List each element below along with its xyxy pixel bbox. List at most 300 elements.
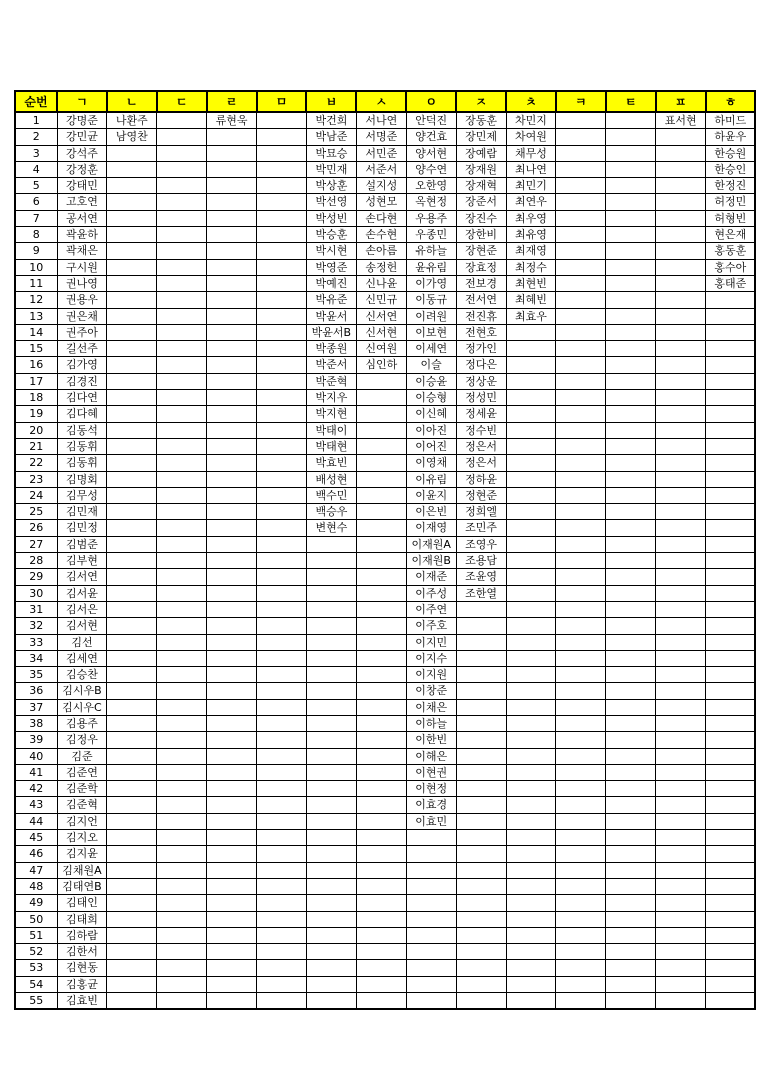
name-cell: 박유준 — [306, 292, 356, 308]
name-cell — [606, 161, 656, 177]
name-cell — [606, 862, 656, 878]
name-cell: 한승인 — [706, 161, 756, 177]
name-cell — [107, 194, 157, 210]
name-cell — [556, 455, 606, 471]
name-cell: 정성민 — [456, 390, 506, 406]
column-header-consonant: ㅂ — [306, 91, 356, 112]
name-cell — [606, 178, 656, 194]
name-cell — [656, 390, 706, 406]
row-number-cell: 35 — [15, 667, 57, 683]
roster-table — [14, 90, 756, 1010]
name-cell — [306, 895, 356, 911]
name-cell: 강정훈 — [57, 161, 107, 177]
name-cell — [606, 944, 656, 960]
name-cell — [456, 683, 506, 699]
name-cell: 공서연 — [57, 210, 107, 226]
name-cell — [157, 830, 207, 846]
name-cell — [606, 390, 656, 406]
name-cell — [656, 341, 706, 357]
name-cell — [207, 634, 257, 650]
column-header-consonant: ㅇ — [406, 91, 456, 112]
name-cell — [356, 504, 406, 520]
name-cell — [606, 683, 656, 699]
name-cell — [107, 960, 157, 976]
column-header-consonant: ㄴ — [107, 91, 157, 112]
name-cell — [306, 944, 356, 960]
name-cell — [456, 618, 506, 634]
table-row — [15, 324, 755, 340]
name-cell — [157, 960, 207, 976]
table-row — [15, 569, 755, 585]
name-cell — [606, 764, 656, 780]
row-number-cell: 4 — [15, 161, 57, 177]
name-cell: 김태희 — [57, 911, 107, 927]
row-number-cell: 7 — [15, 210, 57, 226]
name-cell — [306, 601, 356, 617]
name-cell: 이지민 — [406, 634, 456, 650]
table-row — [15, 178, 755, 194]
name-cell — [107, 927, 157, 943]
name-cell: 최효우 — [506, 308, 556, 324]
name-cell — [157, 781, 207, 797]
name-cell — [157, 504, 207, 520]
name-cell — [157, 650, 207, 666]
name-cell — [306, 748, 356, 764]
name-cell — [706, 341, 756, 357]
name-cell — [556, 406, 606, 422]
name-cell — [207, 878, 257, 894]
name-cell — [257, 275, 307, 291]
name-cell — [456, 911, 506, 927]
table-row — [15, 878, 755, 894]
name-cell — [606, 471, 656, 487]
name-cell — [606, 732, 656, 748]
name-cell — [207, 585, 257, 601]
name-cell — [506, 618, 556, 634]
name-cell: 김동석 — [57, 422, 107, 438]
name-cell — [257, 585, 307, 601]
name-cell — [706, 781, 756, 797]
name-cell — [356, 471, 406, 487]
name-cell: 김채원A — [57, 862, 107, 878]
name-cell — [157, 895, 207, 911]
name-cell — [207, 601, 257, 617]
name-cell — [257, 764, 307, 780]
name-cell — [706, 634, 756, 650]
name-cell: 신서연 — [356, 308, 406, 324]
name-cell — [556, 373, 606, 389]
name-cell — [207, 553, 257, 569]
name-cell: 김부현 — [57, 553, 107, 569]
name-cell — [556, 976, 606, 992]
name-cell — [207, 846, 257, 862]
name-cell: 김태인 — [57, 895, 107, 911]
name-cell — [456, 830, 506, 846]
name-cell — [207, 129, 257, 145]
name-cell — [556, 993, 606, 1010]
roster-sheet — [14, 90, 756, 1010]
name-cell — [107, 601, 157, 617]
name-cell — [606, 406, 656, 422]
name-cell — [606, 927, 656, 943]
name-cell — [107, 993, 157, 1010]
column-header-seq: 순번 — [15, 91, 57, 112]
name-cell — [506, 390, 556, 406]
name-cell — [556, 569, 606, 585]
name-cell — [257, 373, 307, 389]
name-cell — [257, 227, 307, 243]
name-cell: 백수민 — [306, 487, 356, 503]
name-cell — [257, 715, 307, 731]
name-cell — [656, 243, 706, 259]
row-number-cell: 31 — [15, 601, 57, 617]
name-cell — [606, 422, 656, 438]
name-cell — [506, 781, 556, 797]
name-cell: 김정우 — [57, 732, 107, 748]
name-cell — [306, 960, 356, 976]
name-cell: 정가인 — [456, 341, 506, 357]
name-cell — [157, 699, 207, 715]
name-cell — [556, 145, 606, 161]
name-cell — [107, 911, 157, 927]
name-cell — [157, 438, 207, 454]
name-cell: 길선주 — [57, 341, 107, 357]
name-cell — [506, 536, 556, 552]
name-cell — [157, 129, 207, 145]
name-cell — [207, 194, 257, 210]
name-cell: 정희엘 — [456, 504, 506, 520]
name-cell — [207, 683, 257, 699]
name-cell — [606, 275, 656, 291]
name-cell — [257, 781, 307, 797]
name-cell — [306, 699, 356, 715]
name-cell — [306, 993, 356, 1010]
name-cell — [107, 569, 157, 585]
row-number-cell: 23 — [15, 471, 57, 487]
name-cell: 배성현 — [306, 471, 356, 487]
name-cell — [456, 862, 506, 878]
name-cell — [706, 732, 756, 748]
table-row — [15, 667, 755, 683]
name-cell — [706, 553, 756, 569]
name-cell: 김민정 — [57, 520, 107, 536]
name-cell — [456, 976, 506, 992]
name-cell — [356, 438, 406, 454]
name-cell — [306, 976, 356, 992]
name-cell — [706, 536, 756, 552]
name-cell — [606, 112, 656, 129]
name-cell: 양서현 — [406, 145, 456, 161]
name-cell — [107, 536, 157, 552]
name-cell — [356, 634, 406, 650]
name-cell — [207, 520, 257, 536]
column-header-consonant: ㄹ — [207, 91, 257, 112]
name-cell — [356, 830, 406, 846]
name-cell: 설지성 — [356, 178, 406, 194]
row-number-cell: 10 — [15, 259, 57, 275]
name-cell — [556, 243, 606, 259]
name-cell — [706, 976, 756, 992]
name-cell — [556, 520, 606, 536]
name-cell: 송정헌 — [356, 259, 406, 275]
name-cell — [556, 259, 606, 275]
name-cell: 신민규 — [356, 292, 406, 308]
table-row — [15, 357, 755, 373]
name-cell — [306, 569, 356, 585]
name-cell: 김홍균 — [57, 976, 107, 992]
name-cell — [356, 960, 406, 976]
row-number-cell: 51 — [15, 927, 57, 943]
name-cell — [706, 455, 756, 471]
name-cell — [356, 862, 406, 878]
name-cell: 박윤서 — [306, 308, 356, 324]
table-row — [15, 227, 755, 243]
table-row — [15, 715, 755, 731]
table-row — [15, 341, 755, 357]
name-cell: 장재혁 — [456, 178, 506, 194]
name-cell — [656, 895, 706, 911]
name-cell: 장재원 — [456, 161, 506, 177]
name-cell: 김경진 — [57, 373, 107, 389]
name-cell: 이동규 — [406, 292, 456, 308]
name-cell — [107, 227, 157, 243]
name-cell: 박건희 — [306, 112, 356, 129]
name-cell — [656, 748, 706, 764]
name-cell: 이윤지 — [406, 487, 456, 503]
table-row — [15, 830, 755, 846]
name-cell — [506, 683, 556, 699]
name-cell — [107, 944, 157, 960]
name-cell — [706, 683, 756, 699]
row-number-cell: 41 — [15, 764, 57, 780]
name-cell — [107, 813, 157, 829]
name-cell: 김범준 — [57, 536, 107, 552]
name-cell — [356, 683, 406, 699]
name-cell: 전보경 — [456, 275, 506, 291]
name-cell — [107, 699, 157, 715]
name-cell — [207, 341, 257, 357]
name-cell — [556, 878, 606, 894]
name-cell — [606, 259, 656, 275]
name-cell: 최정수 — [506, 259, 556, 275]
table-row — [15, 194, 755, 210]
name-cell — [157, 194, 207, 210]
name-cell: 김한서 — [57, 944, 107, 960]
name-cell — [556, 390, 606, 406]
name-cell: 곽채은 — [57, 243, 107, 259]
name-cell — [107, 145, 157, 161]
table-row — [15, 553, 755, 569]
name-cell — [506, 341, 556, 357]
name-cell — [207, 715, 257, 731]
name-cell: 장한비 — [456, 227, 506, 243]
name-cell — [506, 764, 556, 780]
name-cell: 윤유림 — [406, 259, 456, 275]
name-cell — [257, 862, 307, 878]
name-cell — [107, 976, 157, 992]
table-row — [15, 112, 755, 129]
name-cell — [157, 324, 207, 340]
name-cell — [506, 406, 556, 422]
name-cell — [706, 650, 756, 666]
table-row — [15, 520, 755, 536]
name-cell — [656, 634, 706, 650]
name-cell — [157, 683, 207, 699]
row-number-cell: 34 — [15, 650, 57, 666]
column-header-consonant: ㅈ — [456, 91, 506, 112]
name-cell — [506, 797, 556, 813]
name-cell — [656, 210, 706, 226]
name-cell: 이세연 — [406, 341, 456, 357]
row-number-cell: 2 — [15, 129, 57, 145]
name-cell: 전서연 — [456, 292, 506, 308]
name-cell — [656, 438, 706, 454]
row-number-cell: 21 — [15, 438, 57, 454]
name-cell — [556, 553, 606, 569]
name-cell — [606, 357, 656, 373]
name-cell — [656, 227, 706, 243]
name-cell: 정현준 — [456, 487, 506, 503]
name-cell — [706, 830, 756, 846]
name-cell — [356, 390, 406, 406]
name-cell — [556, 960, 606, 976]
name-cell — [157, 422, 207, 438]
name-cell — [157, 178, 207, 194]
name-cell — [356, 813, 406, 829]
name-cell: 최연우 — [506, 194, 556, 210]
name-cell — [157, 797, 207, 813]
name-cell — [107, 308, 157, 324]
row-number-cell: 16 — [15, 357, 57, 373]
name-cell — [257, 895, 307, 911]
name-cell: 이승형 — [406, 390, 456, 406]
name-cell: 신여원 — [356, 341, 406, 357]
table-row — [15, 455, 755, 471]
name-cell — [207, 210, 257, 226]
name-cell — [656, 373, 706, 389]
column-header-consonant: ㄷ — [157, 91, 207, 112]
name-cell: 박준서 — [306, 357, 356, 373]
table-row — [15, 438, 755, 454]
name-cell: 신나윤 — [356, 275, 406, 291]
name-cell: 박효빈 — [306, 455, 356, 471]
table-row — [15, 585, 755, 601]
row-number-cell: 47 — [15, 862, 57, 878]
name-cell — [157, 373, 207, 389]
name-cell: 강석주 — [57, 145, 107, 161]
name-cell — [157, 487, 207, 503]
name-cell: 최나연 — [506, 161, 556, 177]
name-cell: 박상훈 — [306, 178, 356, 194]
name-cell — [706, 471, 756, 487]
name-cell — [656, 422, 706, 438]
name-cell: 최재영 — [506, 243, 556, 259]
name-cell: 장동훈 — [456, 112, 506, 129]
name-cell — [257, 732, 307, 748]
name-cell — [506, 650, 556, 666]
name-cell: 이하늘 — [406, 715, 456, 731]
table-row — [15, 422, 755, 438]
name-cell: 오한영 — [406, 178, 456, 194]
name-cell: 현은재 — [706, 227, 756, 243]
name-cell: 박성빈 — [306, 210, 356, 226]
name-cell — [157, 911, 207, 927]
table-row — [15, 504, 755, 520]
name-cell: 한승원 — [706, 145, 756, 161]
name-cell: 박지우 — [306, 390, 356, 406]
row-number-cell: 50 — [15, 911, 57, 927]
row-number-cell: 37 — [15, 699, 57, 715]
name-cell — [456, 715, 506, 731]
name-cell — [107, 275, 157, 291]
name-cell: 김동휘 — [57, 455, 107, 471]
name-cell — [157, 732, 207, 748]
name-cell — [107, 585, 157, 601]
name-cell — [107, 324, 157, 340]
name-cell: 홍동훈 — [706, 243, 756, 259]
name-cell — [257, 536, 307, 552]
name-cell: 정수빈 — [456, 422, 506, 438]
table-row — [15, 275, 755, 291]
name-cell: 권용우 — [57, 292, 107, 308]
table-row — [15, 471, 755, 487]
name-cell — [556, 275, 606, 291]
name-cell: 이려원 — [406, 308, 456, 324]
name-cell — [506, 927, 556, 943]
name-cell — [706, 895, 756, 911]
name-cell — [656, 797, 706, 813]
name-cell: 이신혜 — [406, 406, 456, 422]
name-cell — [356, 797, 406, 813]
name-cell — [257, 927, 307, 943]
name-cell — [207, 390, 257, 406]
name-cell: 조윤영 — [456, 569, 506, 585]
name-cell — [456, 846, 506, 862]
name-cell: 양건효 — [406, 129, 456, 145]
name-cell — [356, 927, 406, 943]
row-number-cell: 6 — [15, 194, 57, 210]
name-cell — [157, 715, 207, 731]
name-cell — [207, 324, 257, 340]
name-cell — [257, 976, 307, 992]
name-cell: 박남준 — [306, 129, 356, 145]
name-cell — [406, 830, 456, 846]
name-cell — [157, 748, 207, 764]
name-cell — [257, 504, 307, 520]
name-cell — [207, 976, 257, 992]
name-cell — [257, 194, 307, 210]
name-cell — [506, 455, 556, 471]
name-cell: 김지오 — [57, 830, 107, 846]
name-cell — [556, 438, 606, 454]
table-row — [15, 732, 755, 748]
name-cell — [107, 520, 157, 536]
name-cell — [157, 927, 207, 943]
name-cell — [207, 650, 257, 666]
name-cell — [257, 878, 307, 894]
name-cell: 강명준 — [57, 112, 107, 129]
name-cell: 이승윤 — [406, 373, 456, 389]
table-row — [15, 161, 755, 177]
name-cell — [556, 324, 606, 340]
name-cell — [406, 993, 456, 1010]
name-cell — [157, 292, 207, 308]
name-cell — [306, 618, 356, 634]
name-cell — [556, 830, 606, 846]
name-cell — [656, 683, 706, 699]
table-row — [15, 976, 755, 992]
name-cell — [356, 650, 406, 666]
